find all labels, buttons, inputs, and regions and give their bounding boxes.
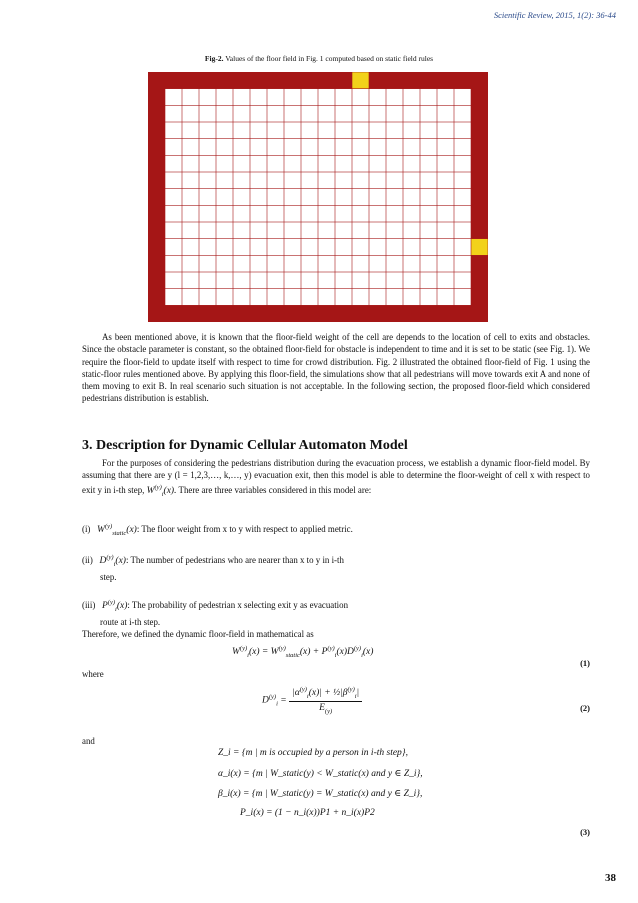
grid-cell — [335, 289, 351, 305]
grid-cell — [301, 222, 317, 238]
grid-cell — [403, 122, 419, 138]
grid-cell — [352, 239, 368, 255]
variable-symbol: $D^{(y)}_i(x)$ — [99, 554, 126, 569]
grid-cell — [335, 172, 351, 188]
grid-cell — [454, 222, 470, 238]
grid-cell — [352, 139, 368, 155]
grid-cell — [335, 139, 351, 155]
grid-cell — [301, 239, 317, 255]
grid-cell — [454, 106, 470, 122]
grid-cell — [420, 156, 436, 172]
grid-cell — [182, 289, 198, 305]
grid-cell — [403, 189, 419, 205]
grid-cell — [267, 139, 283, 155]
grid-cell — [216, 156, 232, 172]
grid-cell — [386, 239, 402, 255]
grid-cell — [250, 206, 266, 222]
variable-symbol: $W^{(y)}_{static}(x)$ — [97, 523, 137, 538]
grid-cell — [386, 139, 402, 155]
grid-cell — [199, 122, 215, 138]
grid-cell — [284, 122, 300, 138]
grid-cell — [386, 256, 402, 272]
grid-cell — [233, 89, 249, 105]
grid-cell — [250, 289, 266, 305]
paragraph-intro: As been mentioned above, it is known that the floor-field weight of the cell are depends to the location of cell to exits and obstacles. Since the obstacle parameter is constant, so the obtained floor-field for obstacle is independent to time and it is set to be static (see Fig. 1). We require the floor-field to update itself with respect to time for crowd distribution. Fig. 2 illustrated the obtained floor-field of Fig. 1 using the static-floor rules mentioned above. By applying this floor-field, the simulations show that all pedestrians will move towards exit A and none of them moving to exit B. In real scenario such situation is not acceptable. In the following section, the proposed floor-field which considered pedestrians distribution is establish. — [82, 332, 590, 404]
grid-cell — [199, 139, 215, 155]
grid-cell — [403, 239, 419, 255]
journal-name: Scientific Review, — [493, 10, 554, 20]
grid-cell — [335, 206, 351, 222]
grid-cell — [165, 289, 181, 305]
grid-cell — [199, 156, 215, 172]
grid-cell — [233, 172, 249, 188]
therefore-line: Therefore, we defined the dynamic floor-field in mathematical as — [82, 629, 314, 639]
variable-roman: (ii) — [82, 555, 93, 566]
grid-cell — [233, 139, 249, 155]
equation-2-number: (2) — [580, 703, 590, 713]
grid-cell — [403, 139, 419, 155]
grid-cell — [216, 89, 232, 105]
grid-cell — [335, 239, 351, 255]
grid-cell — [420, 256, 436, 272]
grid-cell — [454, 272, 470, 288]
figure-caption — [0, 54, 638, 63]
equation-3-line-2: α_i(x) = {m | W_static(y) < W_static(x) and y ∈ Z_i}, — [218, 769, 423, 779]
grid-cell — [437, 206, 453, 222]
grid-cell — [284, 239, 300, 255]
grid-cell — [318, 239, 334, 255]
grid-cell — [403, 206, 419, 222]
grid-cell — [284, 272, 300, 288]
equation-1-number: (1) — [580, 658, 590, 668]
grid-cell — [352, 189, 368, 205]
grid-cell — [165, 239, 181, 255]
grid-cell — [318, 256, 334, 272]
grid-cell — [352, 256, 368, 272]
grid-cell — [250, 172, 266, 188]
grid-cell — [437, 222, 453, 238]
grid-cell — [165, 156, 181, 172]
and-label: and — [82, 736, 95, 746]
grid-cell — [250, 256, 266, 272]
variable-desc: : The floor weight from x to y with respect to applied metric. — [136, 524, 353, 535]
grid-cell — [403, 89, 419, 105]
grid-cell — [454, 256, 470, 272]
running-header — [494, 10, 616, 20]
variable-desc-cont: step. — [100, 572, 117, 583]
grid-cell — [437, 106, 453, 122]
grid-cell — [182, 206, 198, 222]
grid-cell — [165, 272, 181, 288]
journal-citation: 2015, 1(2): 36-44 — [553, 10, 616, 20]
grid-cell — [216, 289, 232, 305]
exit-cell-b — [471, 239, 487, 255]
page-number: 38 — [605, 872, 616, 884]
grid-cell — [318, 272, 334, 288]
grid-cell — [250, 122, 266, 138]
grid-cell — [284, 222, 300, 238]
grid-cell — [386, 156, 402, 172]
grid-cell — [403, 272, 419, 288]
grid-cell — [335, 122, 351, 138]
grid-cell — [182, 106, 198, 122]
grid-cell — [165, 206, 181, 222]
grid-cell — [318, 189, 334, 205]
grid-cell — [437, 256, 453, 272]
grid-cell — [267, 256, 283, 272]
grid-cell — [182, 172, 198, 188]
grid-cell — [233, 122, 249, 138]
grid-cell — [335, 256, 351, 272]
grid-cell — [301, 206, 317, 222]
grid-cell — [352, 206, 368, 222]
grid-cell — [352, 272, 368, 288]
grid-cell — [352, 89, 368, 105]
grid-cell — [284, 106, 300, 122]
grid-cell — [250, 156, 266, 172]
grid-cell — [420, 172, 436, 188]
grid-cell — [454, 89, 470, 105]
equation-2-fraction: $\frac{|\alpha^{(y)}_i(x)| + \frac{1}{2}|\beta^{(y)}_i|}{E_{(y)}}$ — [289, 686, 362, 715]
grid-cell — [454, 156, 470, 172]
grid-cell — [369, 272, 385, 288]
grid-cell — [165, 189, 181, 205]
grid-cell — [369, 222, 385, 238]
paragraph-model-cont: There are three variables considered in this model are: — [178, 484, 372, 495]
grid-cell — [199, 106, 215, 122]
grid-cell — [386, 272, 402, 288]
grid-cell — [267, 206, 283, 222]
grid-cell — [437, 272, 453, 288]
grid-cell — [437, 239, 453, 255]
grid-cell — [437, 189, 453, 205]
grid-cell — [454, 189, 470, 205]
grid-cell — [267, 239, 283, 255]
grid-cell — [352, 156, 368, 172]
grid-cell — [165, 256, 181, 272]
grid-cell — [250, 239, 266, 255]
grid-cell — [386, 172, 402, 188]
grid-cell — [386, 206, 402, 222]
grid-cell — [318, 206, 334, 222]
grid-cell — [318, 156, 334, 172]
grid-cell — [454, 239, 470, 255]
variable-item-1 — [82, 521, 353, 540]
grid-cell — [437, 122, 453, 138]
grid-cell — [318, 289, 334, 305]
grid-cell — [386, 289, 402, 305]
grid-cell — [318, 139, 334, 155]
grid-cell — [420, 139, 436, 155]
grid-cell — [284, 89, 300, 105]
grid-cell — [335, 106, 351, 122]
grid-cell — [454, 206, 470, 222]
grid-cell — [335, 156, 351, 172]
grid-cell — [420, 289, 436, 305]
grid-cell — [437, 89, 453, 105]
grid-cell — [437, 289, 453, 305]
grid-cell — [267, 106, 283, 122]
equation-3-number: (3) — [580, 827, 590, 837]
grid-cell — [420, 106, 436, 122]
grid-cell — [301, 272, 317, 288]
grid-cell — [216, 139, 232, 155]
grid-cell — [352, 106, 368, 122]
grid-cell — [165, 106, 181, 122]
grid-cell — [369, 289, 385, 305]
grid-cell — [420, 222, 436, 238]
exit-cell-a — [352, 72, 368, 88]
figure-caption-text: Values of the floor field in Fig. 1 computed based on static field rules — [223, 54, 434, 63]
grid-cell — [233, 222, 249, 238]
grid-cell — [182, 189, 198, 205]
grid-cell — [199, 256, 215, 272]
grid-cell — [369, 206, 385, 222]
grid-cell — [199, 239, 215, 255]
grid-border — [148, 72, 488, 322]
grid-cell — [386, 122, 402, 138]
floor-field-figure — [148, 72, 488, 322]
grid-cell — [284, 172, 300, 188]
grid-cell — [250, 222, 266, 238]
figure-caption-label: Fig-2. — [204, 54, 224, 63]
grid-cell — [216, 239, 232, 255]
equation-2: $D^{(y)}_i$ = $\frac{|\alpha^{(y)}_i(x)| + \frac{1}{2}|\beta^{(y)}_i|}{E_{(y)}}$ — [262, 686, 362, 715]
grid-cell — [165, 89, 181, 105]
paragraph-model-text: For the purposes of considering the pedestrians distribution during the evacuation process, we establish a dynamic floor-field model. By assuming that there are y (l = 1,2,3,…, k,…, y) evacuation exit, then this model is able to determine the floor-weight of cell x with respect to exit y in i-th step, — [82, 458, 590, 495]
grid-cell — [386, 222, 402, 238]
grid-cell — [250, 89, 266, 105]
grid-cell — [420, 189, 436, 205]
grid-cell — [318, 106, 334, 122]
grid-cell — [335, 272, 351, 288]
equation-3-line-1: Z_i = {m | m is occupied by a person in i-th step}, — [218, 748, 408, 758]
grid-cell — [420, 206, 436, 222]
equation-3-line-4: P_i(x) = (1 − n_i(x))P1 + n_i(x)P2 — [240, 808, 375, 818]
grid-cell — [233, 289, 249, 305]
grid-cell — [250, 139, 266, 155]
grid-cell — [199, 172, 215, 188]
grid-cell — [182, 139, 198, 155]
grid-cell — [352, 289, 368, 305]
grid-cell — [182, 239, 198, 255]
grid-cell — [216, 222, 232, 238]
variable-desc: : The number of pedestrians who are nearer than x to y in i-th — [125, 555, 344, 566]
grid-cell — [369, 122, 385, 138]
grid-cell — [182, 256, 198, 272]
grid-cell — [216, 272, 232, 288]
grid-cell — [267, 222, 283, 238]
grid-cell — [386, 106, 402, 122]
grid-cell — [386, 189, 402, 205]
grid-cell — [284, 206, 300, 222]
grid-cell — [182, 122, 198, 138]
grid-cell — [216, 206, 232, 222]
grid-cell — [216, 172, 232, 188]
grid-cell — [233, 156, 249, 172]
grid-cell — [284, 189, 300, 205]
grid-cell — [369, 172, 385, 188]
grid-cell — [403, 289, 419, 305]
grid-cell — [403, 156, 419, 172]
grid-cell — [284, 289, 300, 305]
grid-cell — [233, 272, 249, 288]
grid-cell — [267, 89, 283, 105]
grid-cell — [199, 289, 215, 305]
variable-symbol: $P^{(y)}_i(x)$ — [101, 599, 128, 614]
grid-cell — [369, 256, 385, 272]
paragraph-model — [82, 457, 590, 501]
grid-cell — [301, 189, 317, 205]
grid-cell — [233, 206, 249, 222]
grid-cell — [301, 256, 317, 272]
variable-item-3 — [82, 597, 348, 628]
grid-cell — [318, 222, 334, 238]
grid-cell — [369, 139, 385, 155]
grid-cell — [267, 156, 283, 172]
where-label: where — [82, 669, 104, 679]
grid-cell — [301, 289, 317, 305]
grid-cell — [403, 222, 419, 238]
grid-cell — [216, 256, 232, 272]
grid-cell — [267, 122, 283, 138]
grid-cell — [335, 189, 351, 205]
grid-cell — [369, 156, 385, 172]
grid-cell — [403, 256, 419, 272]
grid-cell — [301, 172, 317, 188]
grid-cell — [284, 256, 300, 272]
grid-cell — [284, 156, 300, 172]
equation-1: $W^{(y)}_i(x) = W^{(y)}_{static}(x) + P^{(y)}_i(x)D^{(y)}_i(x)$ — [232, 645, 374, 660]
grid-cell — [165, 172, 181, 188]
grid-cell — [165, 122, 181, 138]
grid-cell — [318, 172, 334, 188]
variable-roman: (iii) — [82, 600, 96, 611]
variable-roman: (i) — [82, 524, 91, 535]
grid-cell — [437, 172, 453, 188]
grid-cell — [182, 156, 198, 172]
grid-cell — [454, 139, 470, 155]
variable-desc: : The probability of pedestrian x selecting exit y as evacuation — [127, 600, 349, 611]
grid-cell — [267, 289, 283, 305]
grid-cell — [267, 172, 283, 188]
equation-3-line-3: β_i(x) = {m | W_static(y) = W_static(x) and y ∈ Z_i}, — [218, 789, 423, 799]
grid-cell — [369, 239, 385, 255]
grid-cell — [335, 222, 351, 238]
grid-cell — [233, 106, 249, 122]
grid-cell — [386, 89, 402, 105]
grid-cell — [318, 89, 334, 105]
grid-cell — [352, 222, 368, 238]
grid-cell — [199, 206, 215, 222]
grid-cell — [216, 106, 232, 122]
grid-cell — [199, 189, 215, 205]
grid-cell — [233, 239, 249, 255]
grid-cell — [284, 139, 300, 155]
grid-cell — [216, 122, 232, 138]
grid-cell — [267, 272, 283, 288]
grid-cell — [318, 122, 334, 138]
grid-cell — [165, 139, 181, 155]
grid-cell — [250, 189, 266, 205]
variable-desc-cont: route at i-th step. — [100, 617, 161, 628]
grid-cell — [233, 256, 249, 272]
grid-cell — [369, 89, 385, 105]
grid-cell — [454, 172, 470, 188]
grid-cell — [352, 122, 368, 138]
grid-cell — [216, 189, 232, 205]
grid-cell — [301, 106, 317, 122]
grid-cell — [352, 172, 368, 188]
grid-cell — [454, 122, 470, 138]
inline-formula-weight: $W^{(y)}_i(x)$. — [146, 483, 177, 498]
grid-cell — [199, 222, 215, 238]
grid-cell — [301, 156, 317, 172]
grid-cell — [165, 222, 181, 238]
grid-cell — [250, 106, 266, 122]
grid-cell — [335, 89, 351, 105]
grid-cell — [301, 139, 317, 155]
grid-cell — [250, 272, 266, 288]
grid-cell — [369, 106, 385, 122]
grid-cell — [199, 89, 215, 105]
grid-cell — [420, 89, 436, 105]
grid-cell — [454, 289, 470, 305]
grid-cell — [369, 189, 385, 205]
grid-cell — [233, 189, 249, 205]
grid-cell — [437, 139, 453, 155]
section-heading: 3. Description for Dynamic Cellular Automaton Model — [82, 438, 408, 453]
grid-cell — [301, 89, 317, 105]
grid-cell — [403, 106, 419, 122]
grid-cell — [437, 156, 453, 172]
grid-cell — [199, 272, 215, 288]
grid-cell — [301, 122, 317, 138]
variable-item-2 — [82, 552, 344, 583]
grid-cell — [182, 222, 198, 238]
grid-cell — [420, 122, 436, 138]
grid-cell — [420, 239, 436, 255]
grid-cell — [267, 189, 283, 205]
grid-cell — [403, 172, 419, 188]
grid-cell — [182, 89, 198, 105]
grid-cell — [420, 272, 436, 288]
grid-cell — [182, 272, 198, 288]
